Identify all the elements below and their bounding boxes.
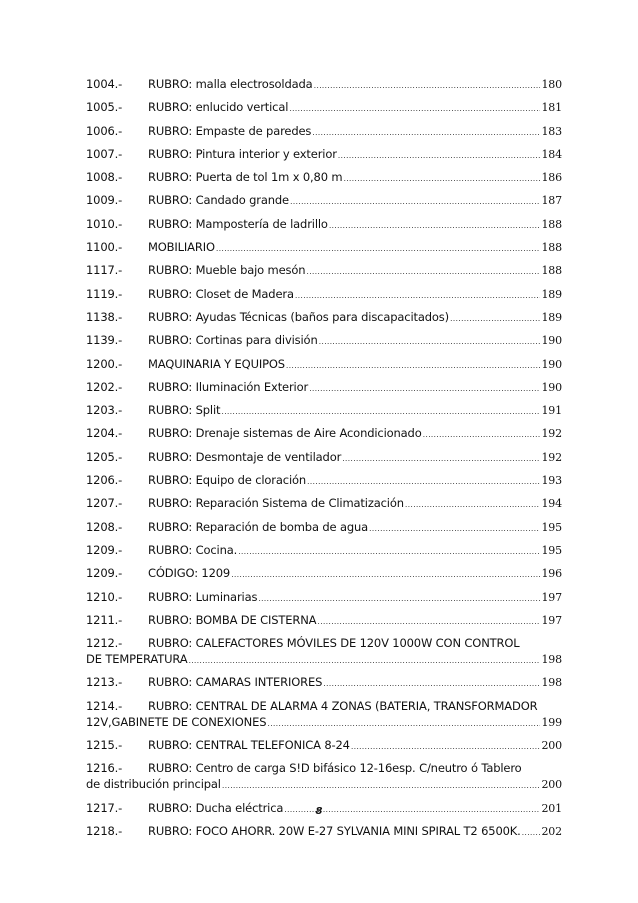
toc-entry-title: RUBRO: enlucido vertical	[148, 100, 289, 115]
toc-entry-title: RUBRO: Ayudas Técnicas (baños para discapacitados)	[148, 309, 449, 324]
toc-entry-page: 190	[541, 334, 562, 348]
toc-dot-leader	[317, 614, 540, 630]
toc-entry[interactable]	[86, 589, 562, 607]
toc-entry-row	[86, 495, 562, 513]
toc-entry-page: 198	[541, 653, 562, 667]
toc-entry-title: RUBRO: Empaste de paredes	[148, 123, 312, 138]
toc-dot-leader	[267, 716, 540, 732]
toc-entry-row	[86, 192, 562, 210]
toc-entry[interactable]	[86, 402, 562, 420]
page-number: 8	[315, 806, 323, 817]
toc-entry-number: 1139.-	[86, 333, 123, 348]
toc-entry-title-continued: DE TEMPERATURA	[86, 652, 188, 667]
toc-entry[interactable]	[86, 823, 562, 841]
toc-dot-leader	[314, 78, 541, 94]
toc-entry-number: 1211.-	[86, 612, 123, 627]
toc-entry-row	[86, 356, 562, 374]
toc-entry-row	[86, 262, 562, 280]
toc-entry-title: RUBRO: BOMBA DE CISTERNA	[148, 612, 317, 627]
toc-entry[interactable]	[86, 449, 562, 467]
toc-entry-number: 1209.-	[86, 542, 123, 557]
toc-entry-title: RUBRO: Iluminación Exterior	[148, 379, 309, 394]
toc-entry-page: 197	[541, 590, 562, 604]
toc-dot-leader	[319, 334, 541, 350]
toc-dot-leader	[238, 544, 540, 560]
toc-entry-row	[86, 402, 562, 420]
toc-entry[interactable]	[86, 472, 562, 490]
toc-entry[interactable]	[86, 169, 562, 187]
toc-entry-page: 190	[541, 380, 562, 394]
toc-entry[interactable]	[86, 239, 562, 257]
toc-dot-leader	[343, 171, 540, 187]
toc-entry-row	[86, 76, 562, 94]
toc-entry-number: 1213.-	[86, 675, 123, 690]
toc-entry-row	[86, 674, 562, 692]
toc-dot-leader	[289, 101, 540, 117]
toc-entry-number: 1203.-	[86, 403, 123, 418]
toc-entry-number: 1119.-	[86, 286, 123, 301]
toc-entry-title: RUBRO: Split	[148, 403, 221, 418]
toc-entry-page: 186	[541, 171, 562, 185]
toc-dot-leader	[312, 125, 540, 141]
toc-entry-title: RUBRO: Drenaje sistemas de Aire Acondicionado	[148, 426, 422, 441]
toc-entry-number: 1005.-	[86, 100, 123, 115]
toc-entry-row	[86, 286, 562, 304]
toc-entry[interactable]	[86, 286, 562, 304]
toc-entry-row	[86, 216, 562, 234]
toc-entry-number: 1204.-	[86, 426, 123, 441]
toc-entry-page: 197	[541, 613, 562, 627]
toc-entry-row	[86, 379, 562, 397]
toc-entry-title: RUBRO: CENTRAL DE ALARMA 4 ZONAS (BATERIA, TRANSFORMADOR	[148, 698, 538, 713]
toc-entry-page: 188	[541, 217, 562, 231]
toc-dot-leader	[258, 591, 540, 607]
toc-entry-title: RUBRO: Desmontaje de ventilador	[148, 449, 342, 464]
toc-entry-title: RUBRO: Cocina.	[148, 542, 238, 557]
toc-entry[interactable]	[86, 99, 562, 117]
toc-entry-title: RUBRO: Reparación de bomba de agua	[148, 519, 369, 534]
toc-entry-row	[86, 425, 562, 443]
toc-entry-page: 200	[541, 739, 562, 753]
toc-dot-leader	[323, 676, 540, 692]
toc-entry-number: 1138.-	[86, 309, 123, 324]
toc-entry[interactable]	[86, 635, 562, 669]
toc-entry-number: 1202.-	[86, 379, 123, 394]
toc-dot-leader	[231, 567, 540, 583]
toc-entry[interactable]	[86, 674, 562, 692]
toc-entry-page: 201	[541, 801, 562, 815]
toc-dot-leader	[329, 218, 541, 234]
toc-entry-title: CÓDIGO: 1209	[148, 566, 231, 581]
toc-entry-page: 202	[541, 824, 562, 838]
toc-entry-number: 1009.-	[86, 193, 123, 208]
toc-entry-number: 1007.-	[86, 146, 123, 161]
toc-entry-row	[86, 612, 562, 630]
toc-entry-title: RUBRO: Luminarias	[148, 589, 258, 604]
toc-entry-number: 1010.-	[86, 216, 123, 231]
toc-dot-leader	[522, 825, 541, 841]
toc-entry[interactable]	[86, 737, 562, 755]
toc-entry-number: 1207.-	[86, 496, 123, 511]
toc-entry-page: 191	[541, 404, 562, 418]
toc-entry-page: 198	[541, 676, 562, 690]
toc-entry[interactable]	[86, 565, 562, 583]
toc-entry-page: 194	[541, 497, 562, 511]
toc-entry-number: 1210.-	[86, 589, 123, 604]
toc-entry[interactable]	[86, 379, 562, 397]
toc-entry-number: 1218.-	[86, 823, 123, 838]
toc-entry[interactable]	[86, 612, 562, 630]
toc-entry-number: 1200.-	[86, 356, 123, 371]
toc-entry-title: RUBRO: malla electrosoldada	[148, 77, 313, 91]
toc-entry-page: 187	[541, 194, 562, 208]
toc-entry-row	[86, 332, 562, 350]
toc-dot-leader	[351, 739, 541, 755]
toc-entry-number: 1214.-	[86, 698, 123, 713]
toc-entry-title: RUBRO: CALEFACTORES MÓVILES DE 120V 1000W CON CONTROL	[148, 636, 520, 651]
toc-entry-title: RUBRO: CENTRAL TELEFONICA 8-24	[148, 738, 350, 753]
toc-dot-leader	[450, 311, 540, 327]
toc-dot-leader	[307, 474, 540, 490]
toc-entry-row	[86, 123, 562, 141]
toc-entry-title: MOBILIARIO	[148, 240, 215, 255]
toc-entry-number: 1208.-	[86, 519, 123, 534]
toc-dot-leader	[286, 358, 541, 374]
toc-entry-page: 199	[541, 715, 562, 729]
toc-entry-title: RUBRO: Puerta de tol 1m x 0,80 m	[148, 170, 343, 185]
toc-entry-row	[86, 449, 562, 467]
toc-entry-page: 188	[541, 241, 562, 255]
toc-entry-page: 193	[541, 474, 562, 488]
toc-entry[interactable]	[86, 698, 562, 732]
toc-entry-number: 1217.-	[86, 800, 123, 815]
toc-entry[interactable]	[86, 309, 562, 327]
toc-dot-leader	[369, 521, 540, 537]
toc-entry-row	[86, 472, 562, 490]
toc-entry-title: RUBRO: FOCO AHORR. 20W E-27 SYLVANIA MINI SPIRAL T2 6500K.	[148, 823, 521, 838]
toc-entry-page: 192	[541, 450, 562, 464]
toc-entry-title: RUBRO: Candado grande	[148, 193, 289, 208]
toc-dot-leader	[342, 451, 540, 467]
toc-entry-number: 1008.-	[86, 170, 123, 185]
toc-entry-number: 1004.-	[86, 77, 123, 91]
toc-entry-row	[86, 776, 562, 794]
toc-entry-page: 188	[541, 264, 562, 278]
toc-entry-title: RUBRO: Equipo de cloración	[148, 473, 307, 488]
toc-entry-number: 1117.-	[86, 263, 123, 278]
toc-entry-page: 181	[541, 101, 562, 115]
toc-entry-row	[86, 542, 562, 560]
toc-dot-leader	[423, 427, 541, 443]
toc-entry[interactable]	[86, 356, 562, 374]
toc-entry-row	[86, 737, 562, 755]
toc-entry[interactable]	[86, 216, 562, 234]
toc-entry-page: 189	[541, 310, 562, 324]
toc-entry-title: RUBRO: Reparación Sistema de Climatización	[148, 496, 404, 511]
toc-entry[interactable]	[86, 425, 562, 443]
toc-entry-title: RUBRO: Pintura interior y exterior	[148, 146, 337, 161]
toc-entry-title: RUBRO: CAMARAS INTERIORES	[148, 675, 323, 690]
toc-entry-title-continued: de distribución principal	[86, 777, 221, 792]
toc-entry-row	[86, 589, 562, 607]
toc-entry-row	[86, 714, 562, 732]
toc-entry-title: RUBRO: Mueble bajo mesón	[148, 263, 306, 278]
toc-entry-row	[86, 565, 562, 583]
toc-entry[interactable]	[86, 542, 562, 560]
toc-entry-title: RUBRO: Ducha eléctrica	[148, 800, 284, 815]
toc-entry-number: 1215.-	[86, 738, 123, 753]
toc-entry-title: MAQUINARIA Y EQUIPOS	[148, 356, 285, 371]
toc-entry-row	[86, 146, 562, 164]
toc-entry-row	[86, 823, 562, 841]
toc-entry-page: 189	[541, 287, 562, 301]
toc-entry-row	[86, 309, 562, 327]
toc-entry-number: 1212.-	[86, 636, 123, 651]
toc-dot-leader	[405, 497, 541, 513]
toc-entry-row	[86, 169, 562, 187]
toc-entry-first-line	[86, 760, 562, 776]
toc-dot-leader	[338, 148, 541, 164]
toc-entry[interactable]	[86, 192, 562, 210]
table-of-contents	[86, 76, 562, 846]
toc-entry-first-line	[86, 698, 562, 714]
toc-entry-page: 184	[541, 147, 562, 161]
toc-entry[interactable]	[86, 332, 562, 350]
toc-entry[interactable]	[86, 262, 562, 280]
toc-entry-page: 180	[541, 78, 562, 91]
toc-entry-page: 183	[541, 124, 562, 138]
toc-entry-number: 1209.-	[86, 566, 123, 581]
toc-dot-leader	[216, 241, 541, 257]
toc-dot-leader	[295, 288, 541, 304]
toc-dot-leader	[188, 653, 540, 669]
toc-entry-page: 195	[541, 543, 562, 557]
toc-entry-page: 200	[541, 778, 562, 792]
toc-entry-page: 195	[541, 520, 562, 534]
toc-entry-number: 1206.-	[86, 473, 123, 488]
toc-entry[interactable]	[86, 146, 562, 164]
toc-entry-row	[86, 99, 562, 117]
toc-entry-title: RUBRO: Closet de Madera	[148, 286, 294, 301]
toc-entry-title: RUBRO: Centro de carga S!D bifásico 12-16esp. C/neutro ó Tablero	[148, 761, 522, 776]
toc-dot-leader	[309, 381, 540, 397]
toc-entry-row	[86, 651, 562, 669]
toc-entry-number: 1006.-	[86, 123, 123, 138]
toc-entry[interactable]	[86, 519, 562, 537]
toc-entry-title: RUBRO: Mampostería de ladrillo	[148, 216, 328, 231]
toc-entry-page: 190	[541, 357, 562, 371]
toc-entry-number: 1100.-	[86, 240, 123, 255]
toc-dot-leader	[221, 404, 540, 420]
toc-entry[interactable]	[86, 123, 562, 141]
toc-entry-first-line	[86, 635, 562, 651]
toc-entry[interactable]	[86, 76, 562, 94]
toc-dot-leader	[222, 778, 541, 794]
toc-entry-page: 192	[541, 427, 562, 441]
toc-entry[interactable]	[86, 760, 562, 794]
toc-entry-number: 1205.-	[86, 449, 123, 464]
toc-dot-leader	[306, 264, 540, 280]
toc-entry-title: RUBRO: Cortinas para división	[148, 333, 318, 348]
toc-entry[interactable]	[86, 495, 562, 513]
toc-entry-page: 196	[541, 567, 562, 581]
toc-entry-number: 1216.-	[86, 761, 123, 776]
toc-entry-title-continued: 12V,GABINETE DE CONEXIONES	[86, 714, 267, 729]
toc-dot-leader	[290, 194, 540, 210]
toc-entry-row	[86, 519, 562, 537]
toc-entry-row	[86, 239, 562, 257]
